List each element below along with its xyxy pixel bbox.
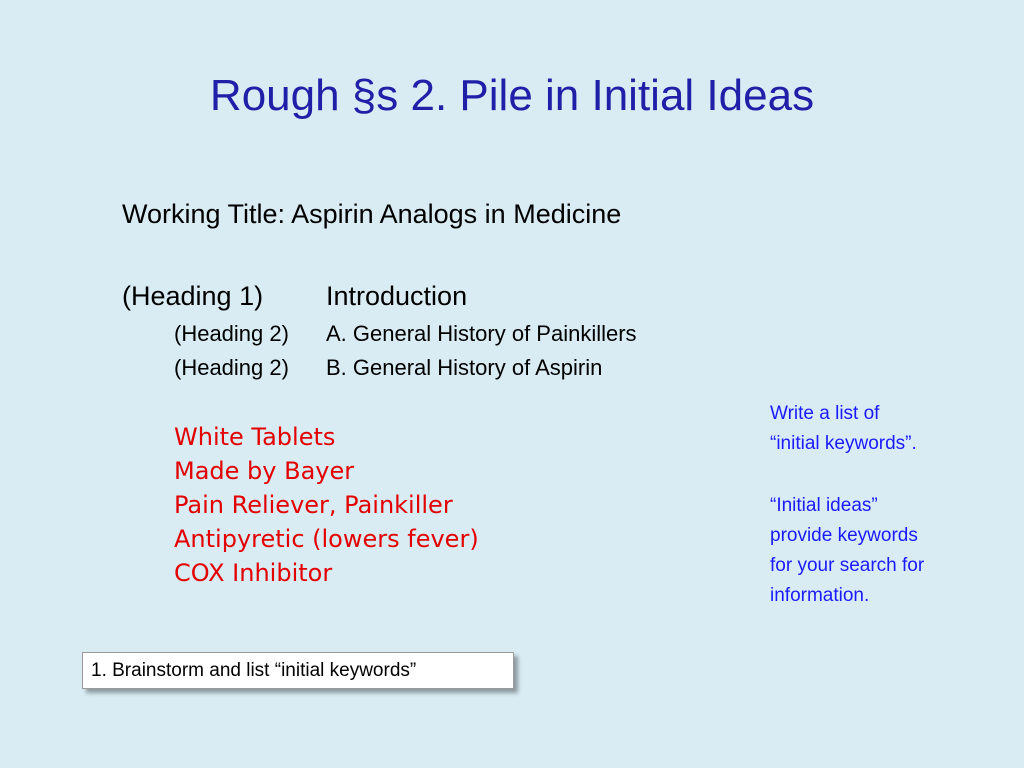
note-line: information. bbox=[770, 585, 870, 606]
slide-title: Rough §s 2. Pile in Initial Ideas bbox=[209, 71, 815, 120]
heading-2-label: (Heading 2) bbox=[174, 321, 289, 346]
side-note bbox=[770, 399, 1000, 611]
keyword-item: White Tablets bbox=[174, 423, 336, 451]
keyword-item: COX Inhibitor bbox=[174, 559, 333, 587]
heading-1-label: (Heading 1) bbox=[122, 281, 264, 311]
keyword-list bbox=[174, 420, 479, 590]
keyword-item: Antipyretic (lowers fever) bbox=[174, 525, 479, 553]
note-line: for your search for bbox=[770, 555, 925, 576]
note-spacer bbox=[770, 459, 1000, 491]
note-line: Write a list of bbox=[770, 403, 880, 424]
note-line: “initial keywords”. bbox=[770, 433, 917, 454]
heading-2-label: (Heading 2) bbox=[174, 355, 289, 380]
keyword-item: Pain Reliever, Painkiller bbox=[174, 491, 453, 519]
heading-2-text: A. General History of Painkillers bbox=[326, 321, 637, 346]
note-line: “Initial ideas” bbox=[770, 495, 878, 516]
note-line: provide keywords bbox=[770, 525, 918, 546]
heading-2-text: B. General History of Aspirin bbox=[326, 355, 603, 380]
keyword-item: Made by Bayer bbox=[174, 457, 355, 485]
step-caption-box: 1. Brainstorm and list “initial keywords” bbox=[82, 652, 514, 689]
heading-1-text: Introduction bbox=[326, 281, 468, 311]
working-title: Working Title: Aspirin Analogs in Medicine bbox=[122, 199, 622, 229]
